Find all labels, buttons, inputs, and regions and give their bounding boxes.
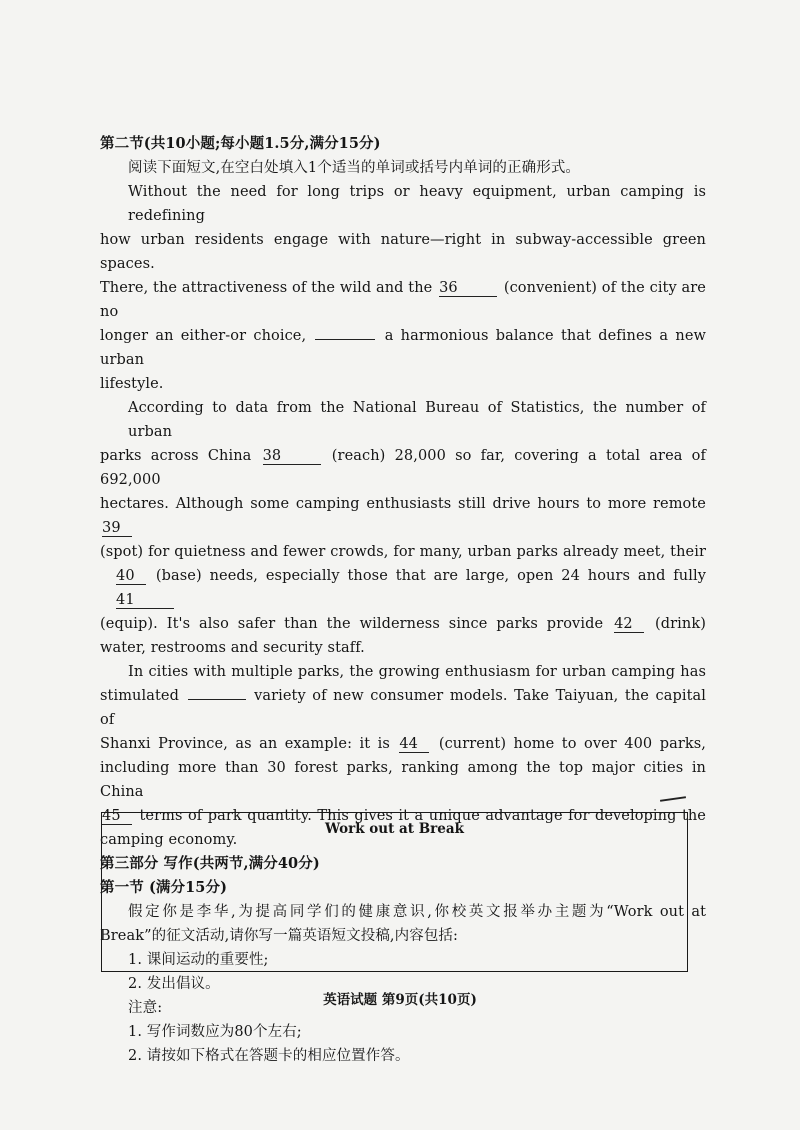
passage-line	[100, 492, 706, 540]
blank-36: 36	[439, 281, 497, 297]
passage-line	[100, 444, 706, 492]
passage-text: There, the attractiveness of the wild and the	[100, 280, 433, 296]
blank-45: 45	[102, 809, 132, 825]
passage-line: camping economy.	[100, 832, 238, 848]
passage-line: lifestyle.	[100, 376, 164, 392]
passage-line: (spot) for quietness and fewer crowds, for many, urban parks already meet, their	[100, 544, 706, 560]
passage-text: (drink)	[655, 616, 706, 632]
blank-39: 39	[102, 521, 132, 537]
passage-line	[100, 324, 706, 372]
passage-line: In cities with multiple parks, the growing enthusiasm for urban camping has	[128, 664, 706, 680]
blank-37	[315, 339, 375, 340]
passage-text: parks across China	[100, 448, 252, 464]
passage-line	[100, 684, 706, 732]
passage-text: longer an either-or choice,	[100, 328, 307, 344]
passage-line	[100, 564, 706, 612]
note-item: 1. 写作词数应为80个左右;	[128, 1024, 302, 1040]
part-3-heading: 第三部分 写作(共两节,满分40分)	[100, 855, 320, 872]
writing-item: 2. 发出倡议。	[128, 976, 220, 992]
blank-42: 42	[614, 617, 644, 633]
passage-line	[100, 732, 706, 756]
writing-box-title: Work out at Break	[325, 821, 464, 837]
passage-text: hectares. Although some camping enthusiasts still drive hours to more remote	[100, 496, 706, 512]
passage-text: (base) needs, especially those that are large, open 24 hours and fully	[155, 568, 706, 584]
passage-line	[100, 276, 706, 324]
passage-text: variety of new consumer models. Take Taiyuan, the capital of	[100, 688, 706, 728]
writing-prompt-line: 假定你是李华,为提高同学们的健康意识,你校英文报举办主题为“Work out at	[128, 904, 706, 920]
blank-43	[188, 699, 246, 700]
passage-line: including more than 30 forest parks, ranking among the top major cities in China	[100, 760, 706, 800]
passage-text: (current) home to over 400 parks,	[438, 736, 706, 752]
passage-text: a harmonious balance that defines a new urban	[100, 328, 707, 368]
passage-text: (reach) 28,000 so far, covering a total area of 692,000	[100, 448, 706, 488]
passage-text: (convenient) of the city are no	[100, 280, 706, 320]
note-item: 2. 请按如下格式在答题卡的相应位置作答。	[128, 1048, 410, 1064]
blank-41: 41	[116, 593, 174, 609]
passage-text: Shanxi Province, as an example: it is	[100, 736, 390, 752]
blank-40: 40	[116, 569, 146, 585]
writing-answer-box	[101, 812, 688, 972]
blank-38: 38	[263, 449, 321, 465]
passage-line	[100, 612, 706, 636]
passage-line: how urban residents engage with nature—right in subway-accessible green spaces.	[100, 232, 706, 272]
passage-text: (equip). It's also safer than the wilderness since parks provide	[100, 616, 604, 632]
part-3-subheading: 第一节 (满分15分)	[100, 879, 228, 896]
note-label: 注意:	[128, 1000, 163, 1016]
section-2-heading: 第二节(共10小题;每小题1.5分,满分15分)	[100, 135, 381, 152]
section-2-instruction: 阅读下面短文,在空白处填入1个适当的单词或括号内单词的正确形式。	[128, 160, 581, 176]
writing-item: 1. 课间运动的重要性;	[128, 952, 269, 968]
passage-line: According to data from the National Bureau of Statistics, the number of urban	[128, 400, 706, 440]
passage-line: water, restrooms and security staff.	[100, 640, 365, 656]
passage-text: stimulated	[100, 688, 179, 704]
blank-44: 44	[399, 737, 429, 753]
page-footer: 英语试题 第9页(共10页)	[323, 992, 477, 1008]
writing-prompt-line: Break”的征文活动,请你写一篇英语短文投稿,内容包括:	[100, 928, 459, 944]
passage-line: Without the need for long trips or heavy equipment, urban camping is redefining	[128, 184, 706, 224]
passage-text: terms of park quantity. This gives it a unique advantage for developing the	[139, 808, 706, 824]
